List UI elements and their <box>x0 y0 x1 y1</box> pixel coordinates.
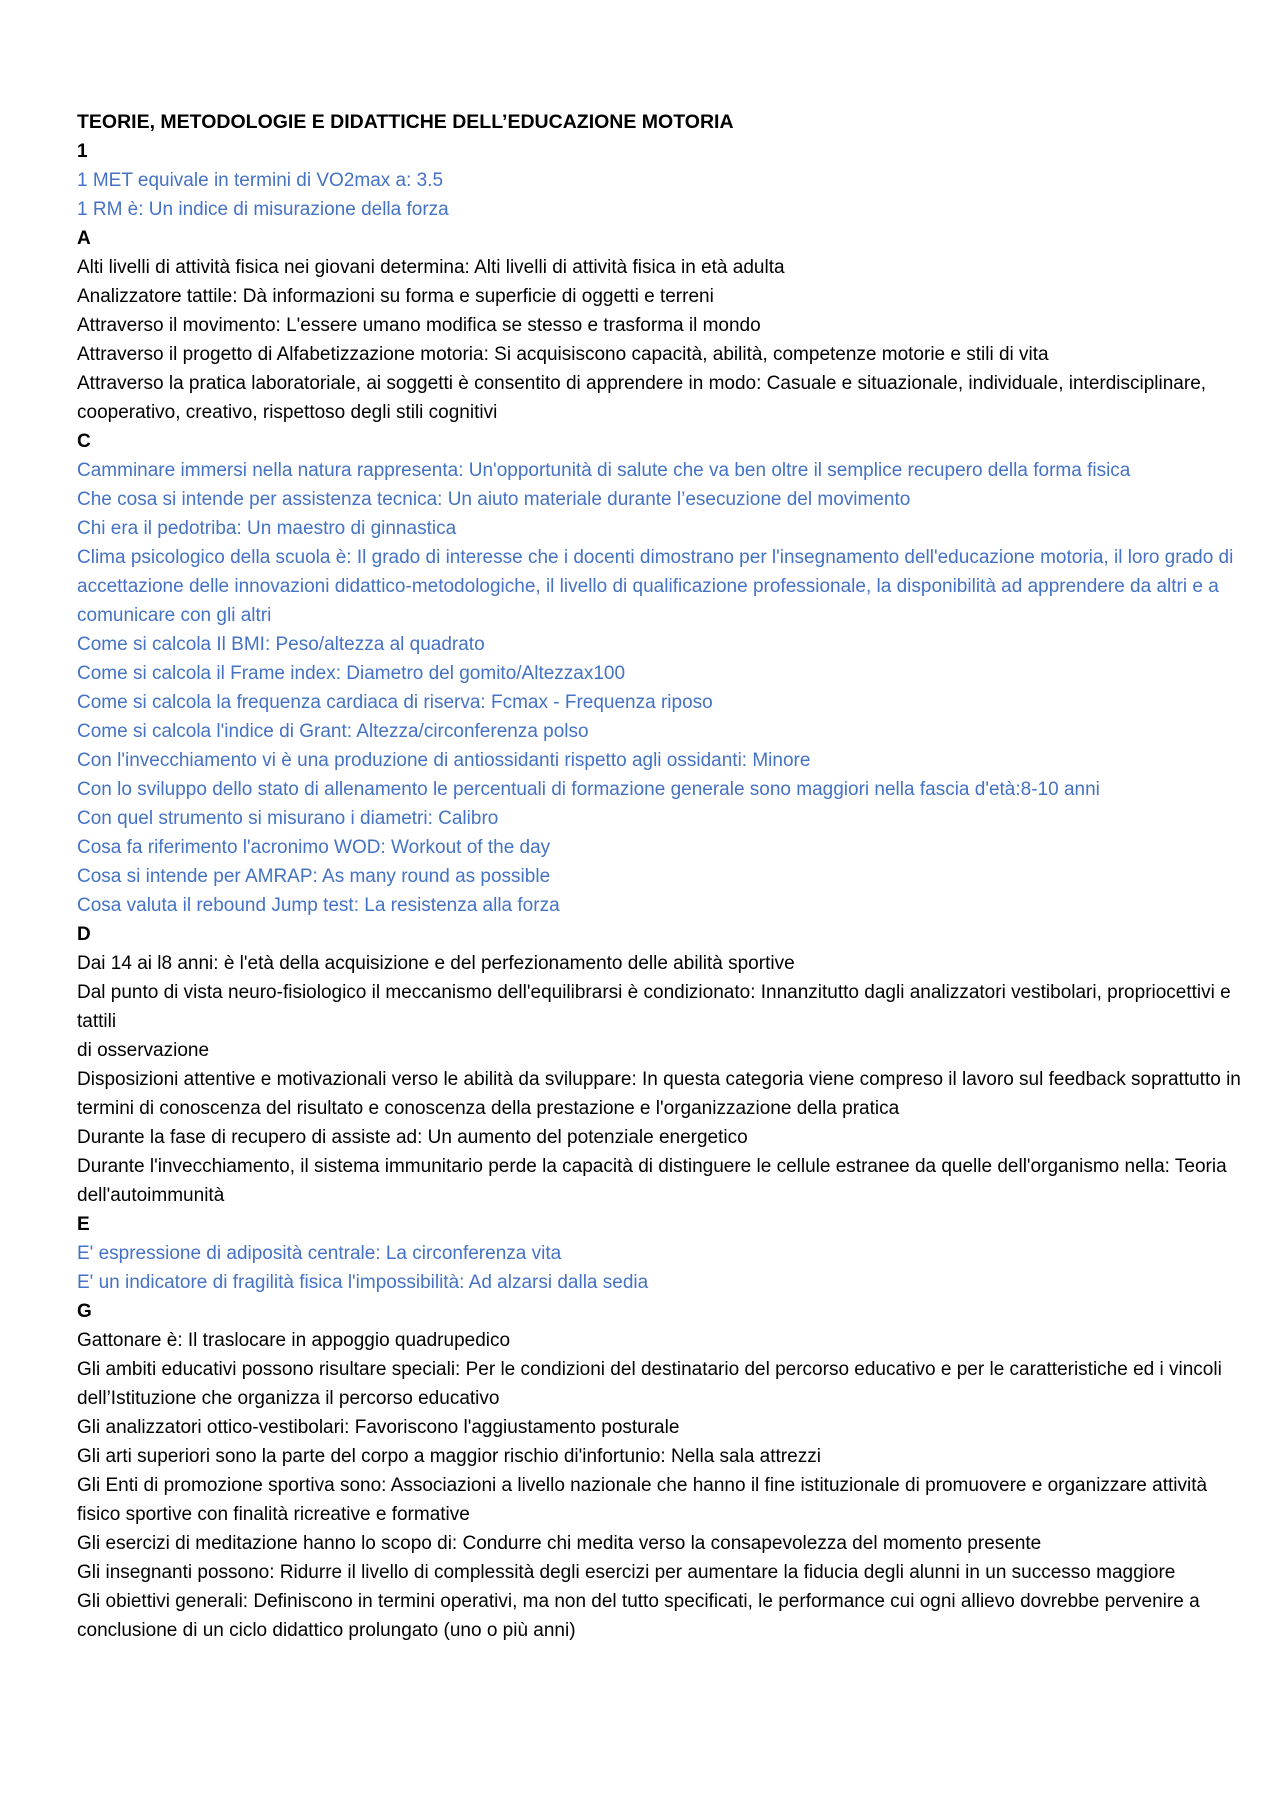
entry-item: E' espressione di adiposità centrale: La circonferenza vita <box>77 1243 562 1264</box>
entry-item: Disposizioni attentive e motivazionali verso le abilità da sviluppare: In questa categoria viene compreso il lavoro sul feedback soprattutto in termini di conoscenza del risultato e conoscenza della prestazione e l'organizzazione della pratica <box>77 1069 1241 1119</box>
entry-item: Con quel strumento si misurano i diametri: Calibro <box>77 808 499 829</box>
entry-item: Come si calcola l'indice di Grant: Altezza/circonferenza polso <box>77 721 589 742</box>
section-c <box>77 427 1242 920</box>
document-title: TEORIE, METODOLOGIE E DIDATTICHE DELL’EDUCAZIONE MOTORIA <box>77 111 734 133</box>
section-letter: A <box>77 228 91 249</box>
entry-item: Cosa si intende per AMRAP: As many round as possible <box>77 866 551 887</box>
entry-item: Gattonare è: Il traslocare in appoggio quadrupedico <box>77 1330 511 1351</box>
entry-item: Gli insegnanti possono: Ridurre il livello di complessità degli esercizi per aumentare la fiducia degli alunni in un successo maggiore <box>77 1562 1176 1583</box>
section-1 <box>77 137 1242 224</box>
entry-item: Gli esercizi di meditazione hanno lo scopo di: Condurre chi medita verso la consapevolezza del momento presente <box>77 1533 1042 1554</box>
entry-item: 1 RM è: Un indice di misurazione della forza <box>77 199 449 220</box>
entry-item: Gli Enti di promozione sportiva sono: Associazioni a livello nazionale che hanno il fine istituzionale di promuovere e organizzare attività fisico sportive con finalità ricreative e formative <box>77 1475 1208 1525</box>
entry-item: Analizzatore tattile: Dà informazioni su forma e superficie di oggetti e terreni <box>77 286 714 307</box>
document-page <box>77 108 1242 1645</box>
entry-item: Che cosa si intende per assistenza tecnica: Un aiuto materiale durante l’esecuzione del movimento <box>77 489 911 510</box>
entry-item: Gli analizzatori ottico-vestibolari: Favoriscono l'aggiustamento posturale <box>77 1417 680 1438</box>
entry-item: Durante la fase di recupero di assiste ad: Un aumento del potenziale energetico <box>77 1127 748 1148</box>
entry-item: 1 MET equivale in termini di VO2max a: 3.5 <box>77 170 444 191</box>
sections-container <box>77 137 1242 1645</box>
entry-item: Clima psicologico della scuola è: Il grado di interesse che i docenti dimostrano per l'insegnamento dell'educazione motoria, il loro grado di accettazione delle innovazioni didattico-metodologiche, il livello di qualificazione professionale, la disponibilità ad apprendere da altri e a comunicare con gli altri <box>77 547 1234 626</box>
section-a <box>77 224 1242 427</box>
entry-item: Camminare immersi nella natura rappresenta: Un'opportunità di salute che va ben oltre il semplice recupero della forma fisica <box>77 460 1131 481</box>
entry-item: Come si calcola la frequenza cardiaca di riserva: Fcmax - Frequenza riposo <box>77 692 713 713</box>
entry-item: Durante l'invecchiamento, il sistema immunitario perde la capacità di distinguere le cellule estranee da quelle dell'organismo nella: Teoria dell'autoimmunità <box>77 1156 1227 1206</box>
entry-item: Come si calcola Il BMI: Peso/altezza al quadrato <box>77 634 485 655</box>
section-letter: E <box>77 1214 90 1235</box>
entry-item: Cosa fa riferimento l'acronimo WOD: Workout of the day <box>77 837 551 858</box>
section-letter: 1 <box>77 141 88 162</box>
entry-item: Con lo sviluppo dello stato di allenamento le percentuali di formazione generale sono maggiori nella fascia d'età:8-10 anni <box>77 779 1100 800</box>
section-letter: D <box>77 924 91 945</box>
entry-item: Gli obiettivi generali: Definiscono in termini operativi, ma non del tutto specificati, le performance cui ogni allievo dovrebbe pervenire a conclusione di un ciclo didattico prolungato (uno o più anni) <box>77 1591 1200 1641</box>
entry-item: Chi era il pedotriba: Un maestro di ginnastica <box>77 518 457 539</box>
entry-item: Dal punto di vista neuro-fisiologico il meccanismo dell'equilibrarsi è condizionato: Innanzitutto dagli analizzatori vestibolari, propriocettivi e tattili <box>77 982 1231 1032</box>
entry-item: Attraverso il progetto di Alfabetizzazione motoria: Si acquisiscono capacità, abilità, competenze motorie e stili di vita <box>77 344 1049 365</box>
section-g <box>77 1297 1242 1645</box>
entry-item: Gli arti superiori sono la parte del corpo a maggior rischio di'infortunio: Nella sala attrezzi <box>77 1446 821 1467</box>
entry-item: Cosa valuta il rebound Jump test: La resistenza alla forza <box>77 895 560 916</box>
section-d <box>77 920 1242 1210</box>
entry-item: E' un indicatore di fragilità fisica l'impossibilità: Ad alzarsi dalla sedia <box>77 1272 649 1293</box>
section-letter: G <box>77 1301 92 1322</box>
entry-item: Attraverso la pratica laboratoriale, ai soggetti è consentito di apprendere in modo: Casuale e situazionale, individuale, interdisciplinare, cooperativo, creativo, rispettoso degli stili cognitivi <box>77 373 1207 423</box>
section-e <box>77 1210 1242 1297</box>
entry-item: Alti livelli di attività fisica nei giovani determina: Alti livelli di attività fisica in età adulta <box>77 257 785 278</box>
entry-item: Gli ambiti educativi possono risultare speciali: Per le condizioni del destinatario del percorso educativo e per le caratteristiche ed i vincoli dell’Istituzione che organizza il percorso educativo <box>77 1359 1222 1409</box>
entry-item: Attraverso il movimento: L'essere umano modifica se stesso e trasforma il mondo <box>77 315 761 336</box>
section-letter: C <box>77 431 91 452</box>
entry-item: Con l'invecchiamento vi è una produzione di antiossidanti rispetto agli ossidanti: Minore <box>77 750 811 771</box>
entry-item: Come si calcola il Frame index: Diametro del gomito/Altezzax100 <box>77 663 626 684</box>
entry-item: di osservazione <box>77 1040 210 1061</box>
entry-item: Dai 14 ai l8 anni: è l'età della acquisizione e del perfezionamento delle abilità sportive <box>77 953 795 974</box>
